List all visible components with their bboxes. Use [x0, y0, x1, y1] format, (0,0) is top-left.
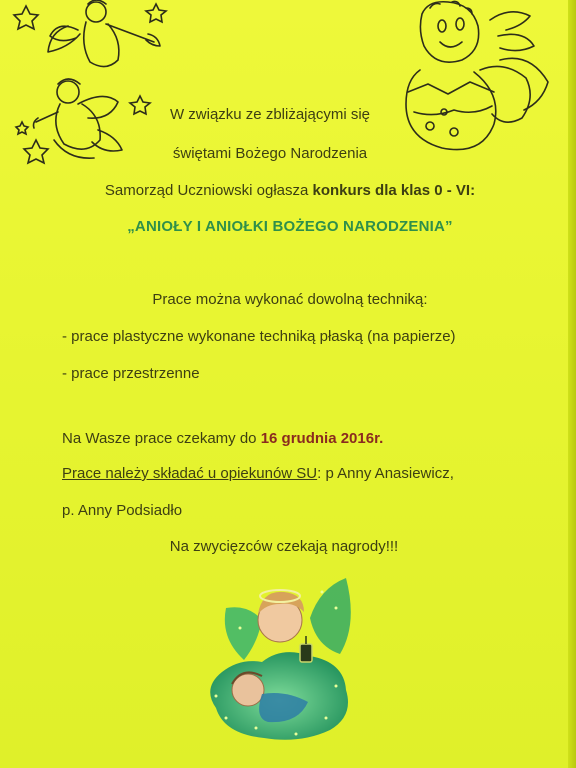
deadline-text: Na Wasze prace czekamy do — [62, 430, 261, 447]
submission-line-2: p. Anny Podsiadło — [62, 502, 183, 519]
list-item-spatial-works: - prace przestrzenne — [62, 365, 200, 382]
prizes-line: Na zwycięzców czekają nagrody!!! — [169, 538, 399, 555]
submission-underlined: Prace należy składać u opiekunów SU — [62, 465, 318, 482]
technique-line: Prace można wykonać dowolną techniką: — [152, 291, 428, 308]
deadline-line — [62, 430, 542, 447]
glitter-angel-illustration — [196, 568, 366, 758]
intro-line-1: W związku ze zbliżającymi się — [169, 106, 371, 123]
announcement-text: Samorząd Uczniowski ogłasza — [104, 182, 313, 199]
list-item-flat-works: - prace plastyczne wykonane techniką płaską (na papierze) — [62, 328, 456, 345]
announcement-line — [20, 182, 560, 199]
announcement-bold: konkurs dla klas 0 - VI: — [312, 182, 476, 199]
cherub-with-egg-illustration — [400, 0, 560, 160]
intro-line-2: świętami Bożego Narodzenia — [172, 145, 368, 162]
paper-edge — [568, 0, 576, 768]
deadline-date: 16 grudnia 2016r. — [260, 430, 384, 447]
contest-title: „ANIOŁY I ANIOŁKI BOŻEGO NARODZENIA” — [127, 218, 453, 235]
submission-line — [62, 465, 542, 482]
submission-rest: : p Anny Anasiewicz, — [317, 465, 454, 482]
star-icon — [14, 6, 38, 29]
